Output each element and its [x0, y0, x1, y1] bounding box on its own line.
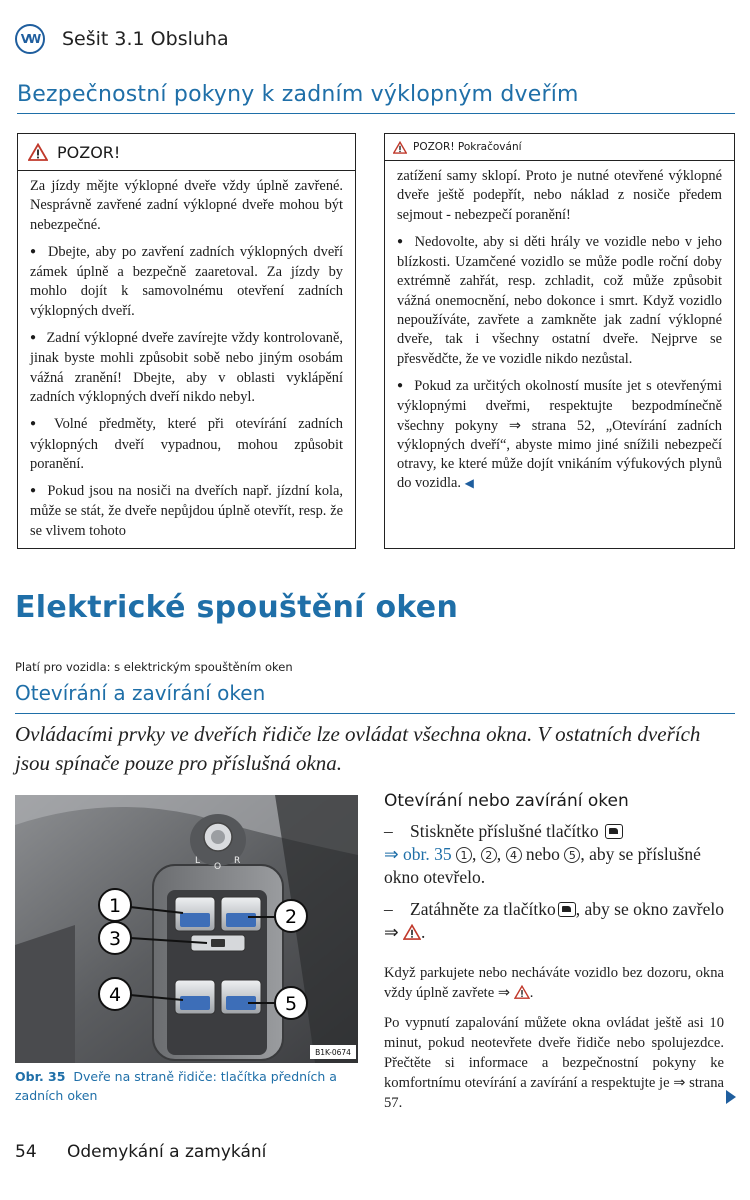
caption-label: Obr. 35 — [15, 1069, 66, 1084]
warning-heading: POZOR! — [57, 142, 121, 162]
end-mark: ◀ — [464, 476, 474, 491]
callout-1 — [99, 889, 131, 921]
warning-triangle-icon — [403, 924, 421, 940]
callout-3 — [99, 922, 131, 954]
step-text: , aby se okno zavřelo ⇒ — [384, 899, 724, 942]
section-rule — [17, 113, 735, 114]
vw-logo-text: VW — [20, 32, 40, 46]
section-title: Bezpečnostní pokyny k zadním výklopným dveřím — [17, 82, 579, 107]
callout-5 — [275, 987, 307, 1019]
warning-header — [18, 134, 355, 171]
window-switch-icon — [558, 902, 576, 917]
para-text: Když parkujete nebo necháváte vozidlo bez dozoru, okna vždy úplně zavřete ⇒ — [384, 965, 724, 1001]
figure-caption — [15, 1067, 360, 1105]
callout-number: 2 — [284, 906, 298, 928]
bullet-text: Pokud za určitých okolností musíte jet s otevřenými výklopnými dveřmi, respektujte bezpodmínečně všechny pokyny ⇒ strana 52, „Otevírání zadních výklopných dveří“, abyste mimo jiné snížili nebezpečí otravy, ke které může dojít vnikáním výfukových plynů do vozidla. — [397, 377, 723, 492]
subsection-title: Otevírání a zavírání oken — [15, 681, 266, 705]
button-ref-2: 2 — [481, 847, 497, 863]
parking-paragraph: Když parkujete nebo necháváte vozidlo bez dozoru, okna vždy úplně zavřete ⇒ . — [384, 965, 724, 1001]
warning-bullet — [30, 243, 343, 321]
warning-bullet — [397, 233, 722, 369]
callout-number: 4 — [108, 984, 122, 1006]
mirror-letter: O — [214, 862, 222, 872]
step-text: , aby se příslušné okno otevřelo. — [384, 844, 701, 887]
ignition-paragraph: Po vypnutí zapalování můžete okna ovládat ještě asi 10 minut, pokud neotevřete dveře řidiče nebo spolujezdce. Přečtěte si informace a bezpečnostní pokyny ke komfortnímu otevírání a zavírání a respektujte je ⇒ strana 57. — [384, 1015, 724, 1111]
chapter-title: Elektrické spouštění oken — [15, 590, 459, 625]
figure-code: B1K-0674 — [315, 1048, 351, 1057]
button-ref-4: 4 — [506, 847, 522, 863]
figure-door-switches — [15, 795, 358, 1063]
door-panel-photo — [15, 795, 358, 1063]
step-open: – Stiskněte příslušné tlačítko ⇒ obr. 35 1 , 2 , 4 nebo 5 , aby se příslušné okno otevřelo. — [384, 821, 701, 887]
page-number: 54 — [15, 1142, 37, 1162]
step-text: Zatáhněte za tlačítko — [410, 899, 556, 919]
bullet-text: Volné předměty, které při otevírání zadních výklopných dveří vypadnou, mohou způsobit poranění. — [30, 416, 343, 472]
header-title: Sešit 3.1 Obsluha — [62, 28, 229, 50]
button-ref-1: 1 — [456, 847, 472, 863]
window-switch-icon — [605, 824, 623, 839]
warning-box-right — [384, 133, 735, 549]
warning-triangle-icon — [514, 985, 530, 999]
bullet-text: Dbejte, aby po zavření zadních výklopných dveří zámek úplně a bezpečně zaaretoval. Za jízdy by mohlo dojít k samovolnému otevření zadních výklopných dveří. — [30, 243, 343, 319]
mirror-letter: R — [234, 856, 241, 866]
lead-text: Ovládacími prvky ve dveřích řidiče lze ovládat všechna okna. V ostatních dveřích jsou spínače pouze pro příslušná okna. — [15, 722, 701, 775]
warning-intro: Za jízdy mějte výklopné dveře vždy úplně zavřené. Nesprávně zavřené zadní výklopné dveře mohou být nebezpečné. — [30, 178, 343, 233]
callout-number: 5 — [284, 993, 298, 1015]
step-text: Stiskněte příslušné tlačítko — [410, 821, 599, 841]
warning-heading: POZOR! Pokračování — [413, 141, 522, 153]
bullet-text: Zadní výklopné dveře zavírejte vždy kontrolovaně, jinak byste mohli způsobit sobě nebo jiným osobám vážná zranění! Dbejte, aby v oblasti vyklápění zadních výklopných dveří nikdo nebyl. — [30, 330, 343, 405]
step-dash: – — [384, 821, 393, 841]
warning-header — [385, 134, 734, 161]
vw-logo — [15, 24, 45, 54]
caption-text: Dveře na straně řidiče: tlačítka předních a zadních oken — [15, 1069, 337, 1103]
callout-4 — [99, 978, 131, 1010]
warning-intro: zatížení samy sklopí. Proto je nutné otevřené výklopné dveře ještě podepřít, nebo náklad z nosiče předem sejmout - nebezpečí poranění! — [397, 168, 722, 223]
callout-number: 3 — [108, 928, 122, 950]
warning-bullet — [30, 482, 343, 541]
bullet-text: Pokud jsou na nosiči na dveřích např. jízdní kola, může se stát, že dveře nepůjdou úplně otevřít, resp. že se vlivem tohoto — [30, 483, 343, 539]
mirror-letter: L — [195, 856, 201, 866]
callout-number: 1 — [108, 895, 122, 917]
figure-reference[interactable]: ⇒ obr. 35 — [384, 844, 452, 864]
chapter-footer: Odemykání a zamykání — [67, 1142, 267, 1162]
bullet-text: Nedovolte, aby si děti hrály ve vozidle nebo v jeho blízkosti. Uzamčené vozidlo se může podle roční doby extrémně zahřát, resp. zchladit, což může způsobit vážná onemocnění, nebo dokonce i smrt. Když vozidlo nepoužíváte, zavřete a zamkněte jak zadní výklopné dveře, tak i všechny ostatní dveře. Nejprve se přesvědčte, že ve vozidle nikdo nezůstal. — [397, 233, 722, 367]
next-page-arrow-icon — [726, 1090, 736, 1104]
warning-box-left — [17, 133, 356, 549]
warning-triangle-icon — [28, 143, 48, 161]
button-ref-5: 5 — [564, 847, 580, 863]
warning-triangle-icon — [393, 141, 407, 154]
warning-body — [385, 161, 734, 494]
warning-body — [18, 171, 355, 541]
warning-bullet — [30, 415, 343, 474]
step-dash: – — [384, 899, 393, 919]
callout-2 — [275, 900, 307, 932]
subsection-rule — [15, 713, 735, 714]
instructions-heading: Otevírání nebo zavírání oken — [384, 791, 629, 811]
or-text: nebo — [525, 844, 560, 864]
warning-bullet — [30, 329, 343, 407]
step-close: – Zatáhněte za tlačítko , aby se okno zavřelo ⇒ . — [384, 899, 724, 942]
warning-bullet — [397, 377, 722, 494]
applies-to: Platí pro vozidla: s elektrickým spouštěním oken — [15, 660, 293, 674]
